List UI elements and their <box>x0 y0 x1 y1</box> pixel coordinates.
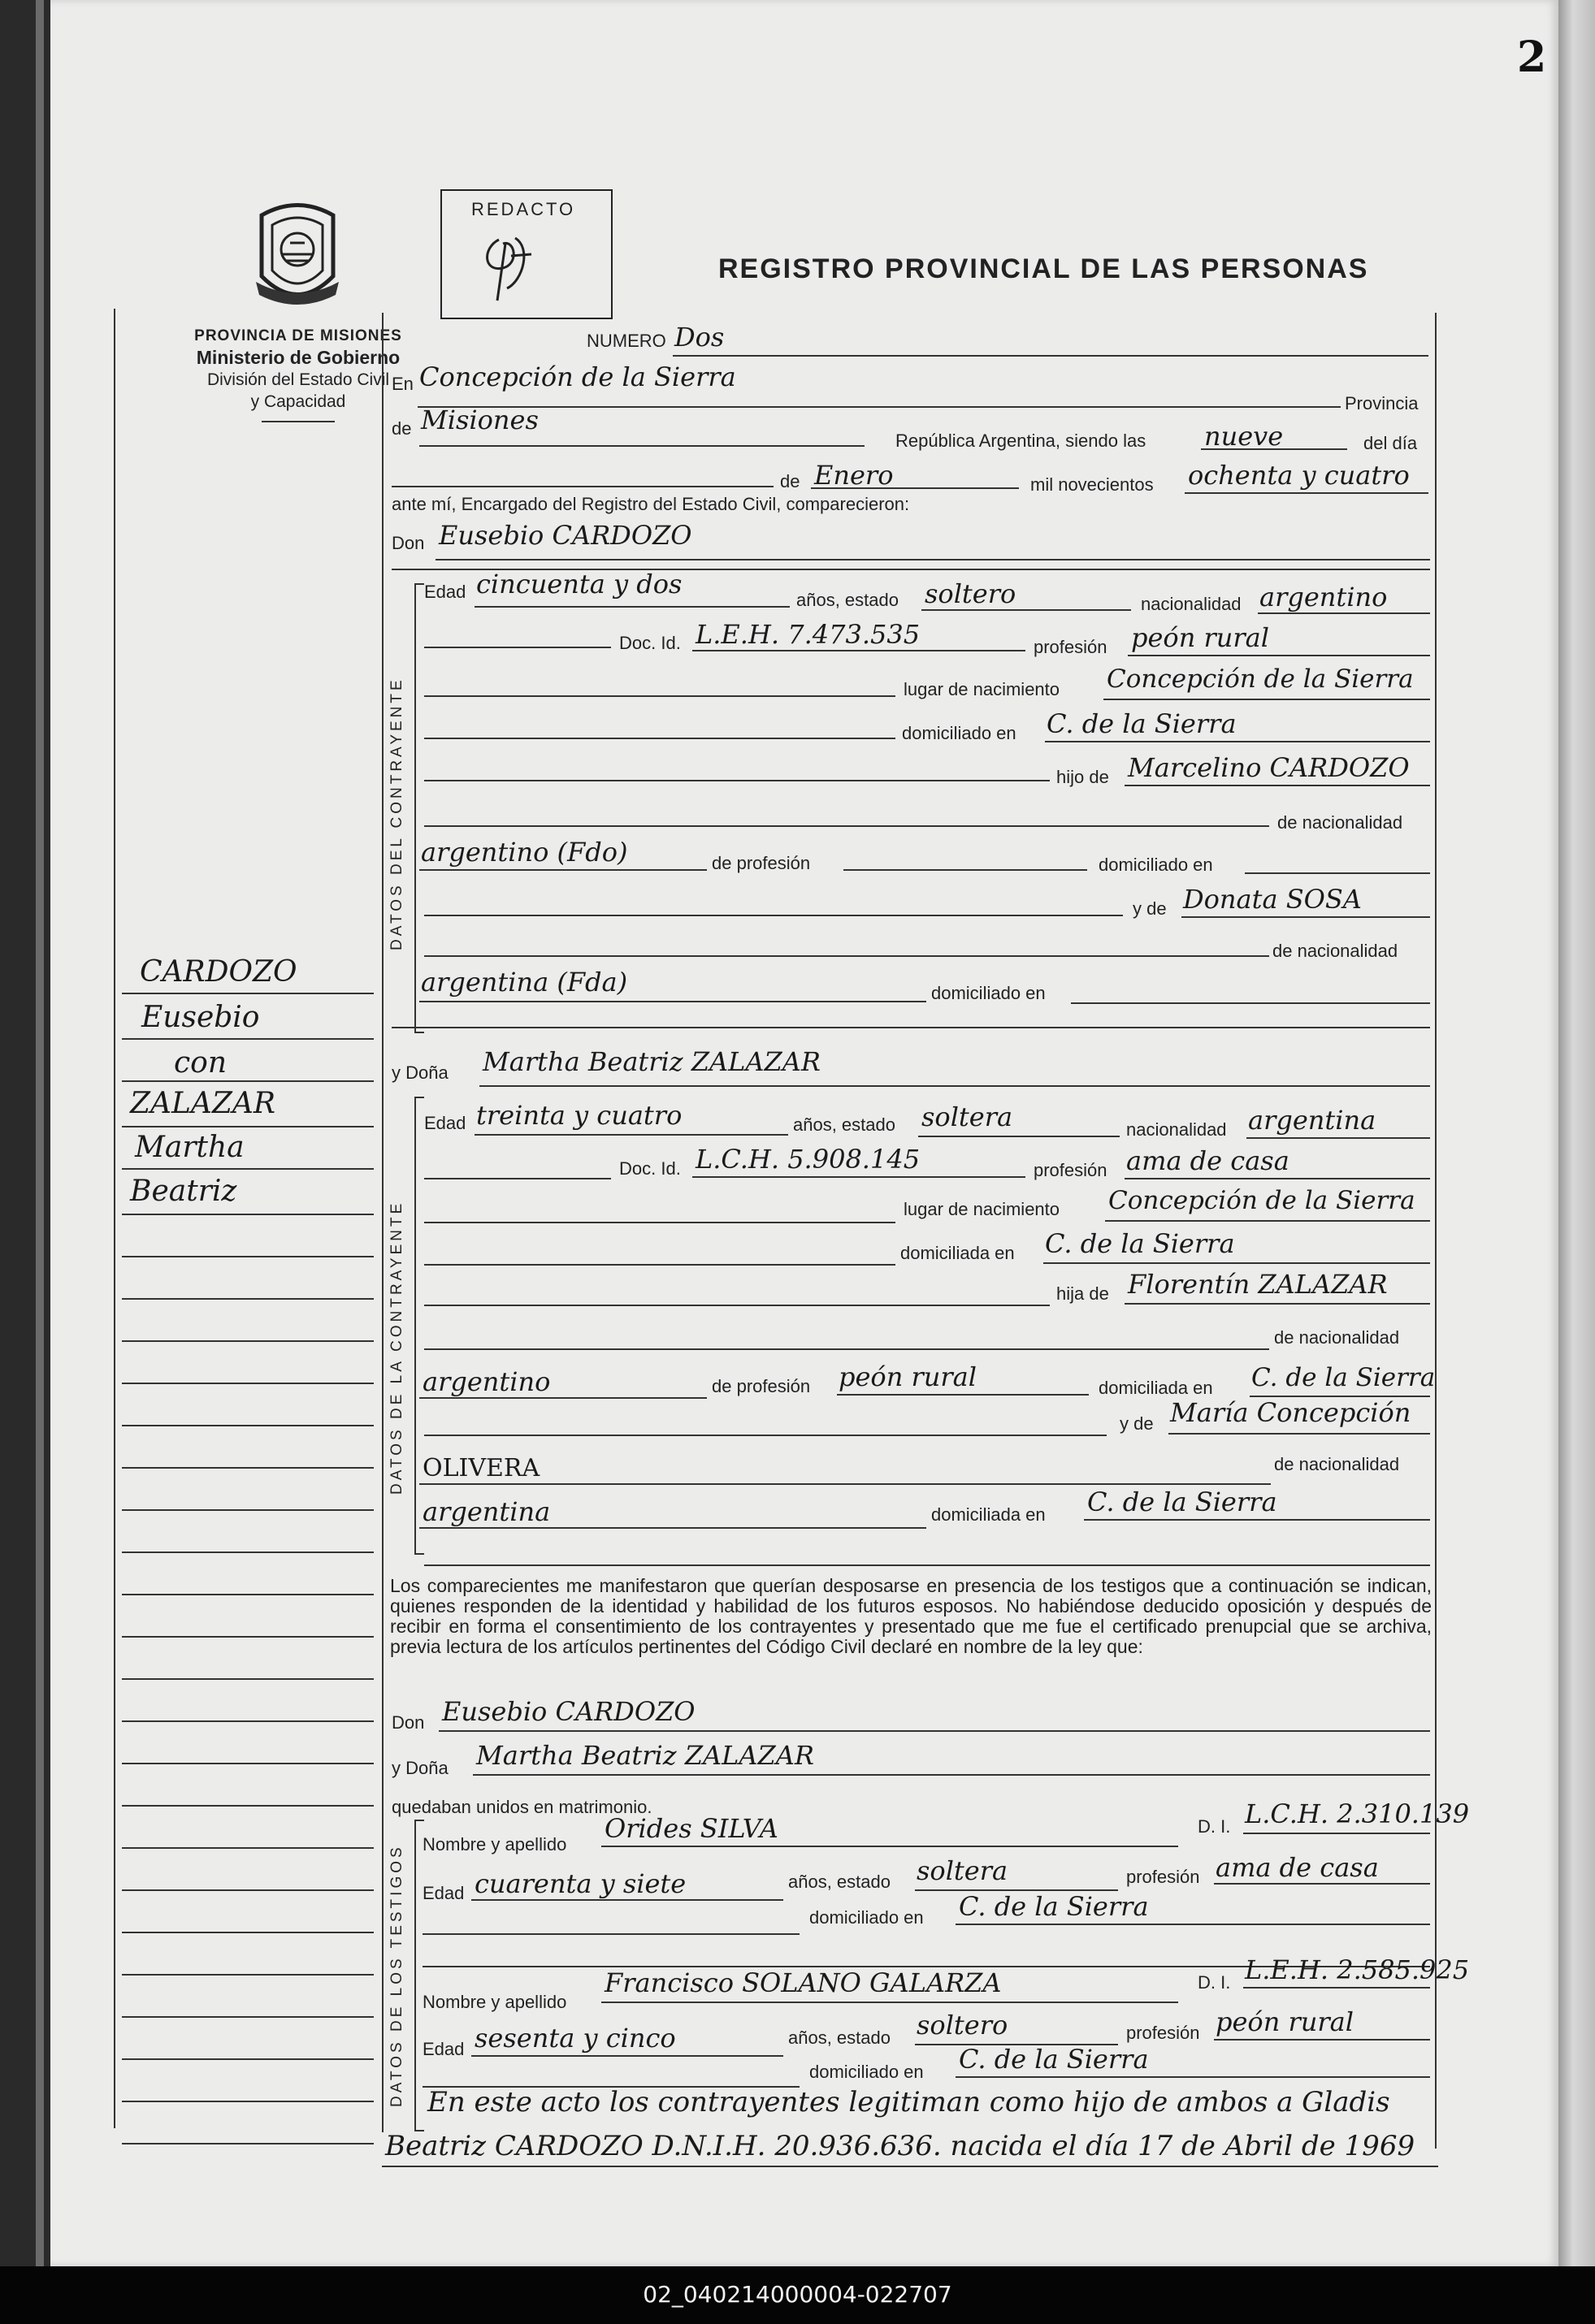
rule <box>424 825 1269 827</box>
nacionalidad-label-2: nacionalidad <box>1126 1119 1227 1140</box>
t2-dom-label: domiciliado en <box>809 2062 924 2082</box>
rule <box>423 1933 800 1935</box>
rule <box>122 1080 374 1082</box>
province-name: PROVINCIA DE MISIONES <box>194 327 402 344</box>
contrayenta-edad: treinta y cuatro <box>476 1100 683 1131</box>
t2-di-value: L.E.H. 2.585.925 <box>1245 1954 1470 1985</box>
contrayente-padre: Marcelino CARDOZO <box>1128 752 1410 783</box>
anio-value: ochenta y cuatro <box>1188 460 1410 491</box>
rule <box>601 2002 1178 2003</box>
rule <box>122 1594 374 1595</box>
t2-dom-value: C. de la Sierra <box>959 2044 1149 2075</box>
declaration-text: Los comparecientes me manifestaron que querían desposarse en presencia de los testigos que a continuación se indican, quienes responden de la identidad y habilidad de los futuros esposos. No habiéndose deducido oposición y después de recibir en forma el consentimiento de los contrayentes y presentado que me fue el certificado prenupcial que se archiva, previa lectura de los artículos pertinentes del Código Civil declaré en nombre de la ley que: <box>390 1575 1432 1657</box>
t1-di-value: L.C.H. 2.310.139 <box>1245 1798 1470 1829</box>
rule <box>424 1348 1269 1350</box>
rule <box>1128 655 1430 656</box>
mes-value: Enero <box>814 460 894 491</box>
y-de-label: y de <box>1133 898 1167 919</box>
rule <box>918 1136 1120 1137</box>
rule <box>122 2143 374 2144</box>
rule <box>471 2055 783 2057</box>
contrayente-edad: cincuenta y dos <box>476 569 683 599</box>
rule <box>122 1214 374 1215</box>
contrayenta-section-label: DATOS DE LA CONTRAYENTE <box>388 1200 405 1495</box>
rule <box>382 2166 1438 2167</box>
contrayenta-padre-profesion: peón rural <box>839 1361 977 1392</box>
redacto-box <box>440 189 613 319</box>
rule <box>1125 785 1430 786</box>
de-nac2-label-2: de nacionalidad <box>1274 1454 1400 1474</box>
rule <box>673 355 1428 357</box>
edad-label-2: Edad <box>424 1113 466 1133</box>
t1-nombre-value: Orides SILVA <box>605 1813 778 1844</box>
rule <box>1243 1987 1430 1989</box>
edad-label: Edad <box>424 582 466 602</box>
contrayente-bracket <box>414 583 424 1033</box>
rule <box>424 1305 1050 1306</box>
rule <box>419 1397 707 1399</box>
rule <box>122 1467 374 1469</box>
rule <box>471 1899 783 1901</box>
rule <box>1201 448 1347 450</box>
t1-edad-label: Edad <box>423 1883 465 1903</box>
rule <box>843 869 1087 871</box>
rule <box>473 1774 1430 1776</box>
t1-dom-value: C. de la Sierra <box>959 1891 1149 1922</box>
rule <box>601 1846 1178 1847</box>
rule <box>419 445 865 447</box>
doc-label: Doc. Id. <box>619 633 681 653</box>
rule <box>1245 872 1430 874</box>
union-dona-value: Martha Beatriz ZALAZAR <box>476 1740 814 1771</box>
contrayente-profesion: peón rural <box>1131 622 1269 653</box>
contrayenta-lugar-nac: Concepción de la Sierra <box>1108 1186 1415 1215</box>
contrayenta-padre-domicilio: C. de la Sierra <box>1251 1363 1436 1392</box>
union-dona-label: y Doña <box>392 1758 449 1778</box>
rule <box>692 650 1025 651</box>
doc-label-2: Doc. Id. <box>619 1158 681 1179</box>
t1-profesion-value: ama de casa <box>1216 1852 1379 1883</box>
rule <box>122 993 374 994</box>
contrayente-estado: soltero <box>925 578 1016 609</box>
t2-estado-value: soltero <box>917 2010 1008 2041</box>
de-mes-label: de <box>780 471 800 491</box>
rule <box>418 406 1341 408</box>
rule <box>479 1085 1430 1087</box>
rule <box>1103 699 1430 700</box>
domiciliada-label: domiciliada en <box>900 1243 1015 1263</box>
rule <box>475 1134 788 1136</box>
page-edge <box>1558 0 1595 2266</box>
rule <box>122 1763 374 1764</box>
t2-edad-label: Edad <box>423 2039 465 2059</box>
rule <box>419 869 707 871</box>
republica-label: República Argentina, siendo las <box>895 431 1146 451</box>
rule <box>424 955 1269 957</box>
rule <box>122 1636 374 1638</box>
contrayente-nacionalidad: argentino <box>1259 582 1388 612</box>
de-profesion-label-2: de profesión <box>712 1376 811 1396</box>
rule <box>122 2101 374 2102</box>
division-name: División del Estado Civil <box>206 370 390 389</box>
quedaban-text: quedaban unidos en matrimonio. <box>392 1797 652 1817</box>
rule <box>392 1027 1430 1028</box>
rule <box>1181 916 1430 918</box>
rule <box>921 609 1131 611</box>
rule <box>1214 2039 1430 2041</box>
rule <box>122 1974 374 1976</box>
provincial-seal-icon <box>249 199 345 313</box>
testigos-section-label: DATOS DE LOS TESTIGOS <box>388 1844 405 2107</box>
nacionalidad-label: nacionalidad <box>1141 594 1242 614</box>
de-nac-label-2: de nacionalidad <box>1274 1327 1400 1348</box>
contrayente-nombre: Eusebio CARDOZO <box>439 520 692 551</box>
contrayenta-doc: L.C.H. 5.908.145 <box>696 1144 921 1175</box>
frame-right-rule <box>1435 313 1437 2149</box>
hijo-label: hijo de <box>1056 767 1109 787</box>
rule <box>1043 1262 1430 1264</box>
rule <box>692 1176 1025 1178</box>
divider <box>262 421 335 422</box>
rule <box>424 915 1123 916</box>
rule <box>122 1126 374 1127</box>
rule <box>1258 612 1430 614</box>
margin-line-3: con <box>174 1046 228 1080</box>
t2-anios-label: años, estado <box>788 2028 891 2048</box>
t1-di-label: D. I. <box>1198 1816 1231 1837</box>
de-nac-label: de nacionalidad <box>1277 812 1403 833</box>
contrayente-padre-nacionalidad: argentino (Fdo) <box>421 837 628 868</box>
contrayenta-madre-apellido: OLIVERA <box>423 1454 540 1482</box>
profesion-label-2: profesión <box>1034 1160 1107 1180</box>
contrayente-section-label: DATOS DEL CONTRAYENTE <box>388 677 405 950</box>
rule <box>419 1527 926 1529</box>
rule <box>122 1340 374 1342</box>
contrayenta-nacionalidad: argentina <box>1248 1105 1376 1136</box>
rule <box>1105 1220 1430 1222</box>
anios-label-2: años, estado <box>793 1114 895 1135</box>
rule <box>122 1168 374 1170</box>
rule <box>122 1551 374 1553</box>
rule <box>424 1435 1107 1436</box>
anios-label: años, estado <box>796 590 899 610</box>
rule <box>436 559 1430 560</box>
mil-label: mil novecientos <box>1030 474 1154 495</box>
margin-line-6: Beatriz <box>130 1175 237 1208</box>
rule <box>1125 1178 1430 1179</box>
hija-label: hija de <box>1056 1283 1109 1304</box>
rule <box>424 738 895 739</box>
dom-en2-label-2: domiciliada en <box>931 1504 1046 1525</box>
rule <box>956 1924 1430 1925</box>
rule <box>1045 741 1430 742</box>
contrayenta-estado: soltera <box>921 1101 1013 1132</box>
ministry-name: Ministerio de Gobierno <box>196 347 401 368</box>
t2-edad-value: sesenta y cinco <box>475 2023 676 2054</box>
rule <box>424 780 1050 781</box>
rule <box>122 1038 374 1040</box>
del-dia-label: del día <box>1363 433 1418 453</box>
rule <box>424 1564 1430 1566</box>
contrayenta-bracket <box>414 1097 424 1555</box>
dom-en-label: domiciliado en <box>1099 855 1213 875</box>
division-name-2: y Capacidad <box>250 392 346 411</box>
provincia-value: Misiones <box>421 405 539 435</box>
numero-label: NUMERO <box>587 331 666 351</box>
rule <box>122 1847 374 1849</box>
lugar-nac-label: lugar de nacimiento <box>904 679 1060 699</box>
rule <box>1246 1137 1430 1139</box>
contrayenta-padre-nacionalidad: argentino <box>423 1366 551 1397</box>
margin-line-2: Eusebio <box>141 1001 260 1034</box>
rule <box>122 1678 374 1680</box>
provincia-label: Provincia <box>1345 393 1419 413</box>
book-binding <box>0 0 50 2324</box>
contrayenta-domicilio: C. de la Sierra <box>1045 1228 1235 1259</box>
contrayenta-profesion: ama de casa <box>1126 1145 1289 1176</box>
lugar-acta-value: Concepción de la Sierra <box>419 361 736 392</box>
rule <box>424 1264 895 1266</box>
rule <box>1214 1883 1430 1885</box>
dom-en2-label: domiciliado en <box>931 983 1046 1003</box>
rule <box>122 1932 374 1933</box>
rule <box>122 1509 374 1511</box>
contrayente-madre: Donata SOSA <box>1183 884 1362 915</box>
rule <box>424 647 611 648</box>
legitimation-note-2: Beatriz CARDOZO D.N.I.H. 20.936.636. nacida el día 17 de Abril de 1969 <box>385 2130 1415 2162</box>
rule <box>122 2016 374 2018</box>
rule <box>122 2058 374 2060</box>
rule <box>1243 1833 1430 1834</box>
margin-line-4: ZALAZAR <box>130 1087 276 1120</box>
union-don-label: Don <box>392 1712 425 1733</box>
en-label: En <box>392 374 414 394</box>
profesion-label: profesión <box>1034 637 1107 657</box>
t2-di-label: D. I. <box>1198 1972 1231 1993</box>
t2-profesion-label: profesión <box>1126 2023 1200 2043</box>
y-de-label-2: y de <box>1120 1413 1154 1434</box>
document-title: REGISTRO PROVINCIAL DE LAS PERSONAS <box>718 253 1369 284</box>
t1-estado-value: soltera <box>917 1855 1008 1886</box>
margin-rule <box>114 309 115 2128</box>
margin-line-5: Martha <box>135 1131 245 1164</box>
rule <box>956 2076 1430 2078</box>
hora-value: nueve <box>1204 421 1284 452</box>
contrayenta-nombre: Martha Beatriz ZALAZAR <box>483 1046 821 1077</box>
initials-signature-icon <box>475 223 548 305</box>
redacto-label: REDACTO <box>471 199 576 219</box>
contrayente-lugar-nac: Concepción de la Sierra <box>1107 664 1414 694</box>
domiciliado-label: domiciliado en <box>902 723 1016 743</box>
ante-label: ante mí, Encargado del Registro del Estado Civil, comparecieron: <box>392 494 910 514</box>
t1-profesion-label: profesión <box>1126 1867 1200 1887</box>
t1-dom-label: domiciliado en <box>809 1907 924 1928</box>
rule <box>1071 1002 1430 1004</box>
rule <box>122 1256 374 1257</box>
union-don-value: Eusebio CARDOZO <box>442 1696 696 1727</box>
scan-file-caption: 02_040214000004-022707 <box>643 2281 952 2308</box>
numero-value: Dos <box>674 322 725 353</box>
de-nac2-label: de nacionalidad <box>1272 941 1398 961</box>
rule <box>122 1425 374 1426</box>
rule <box>1084 1519 1430 1521</box>
de-label: de <box>392 418 412 439</box>
rule <box>439 1730 1430 1732</box>
t2-nombre-label: Nombre y apellido <box>423 1992 567 2012</box>
rule <box>811 487 1019 489</box>
rule <box>392 486 774 487</box>
testigos-bracket <box>414 1820 424 2131</box>
t1-edad-value: cuarenta y siete <box>475 1868 687 1899</box>
rule <box>419 1001 926 1002</box>
rule <box>1185 492 1428 494</box>
rule <box>475 606 790 608</box>
rule <box>419 1483 1271 1485</box>
don-label: Don <box>392 533 425 553</box>
contrayente-madre-nacionalidad: argentina (Fda) <box>421 967 628 998</box>
page-number: 2 <box>1517 32 1547 82</box>
lugar-nac-label-2: lugar de nacimiento <box>904 1199 1060 1219</box>
rule <box>424 1222 895 1223</box>
t1-anios-label: años, estado <box>788 1872 891 1892</box>
rule <box>837 1394 1089 1396</box>
contrayente-doc: L.E.H. 7.473.535 <box>696 619 921 650</box>
contrayenta-padre: Florentín ZALAZAR <box>1128 1269 1388 1300</box>
contrayenta-madre-domicilio: C. de la Sierra <box>1087 1487 1277 1517</box>
legitimation-note-1: En este acto los contrayentes legitiman como hijo de ambos a Gladis <box>427 2086 1390 2118</box>
t2-nombre-value: Francisco SOLANO GALARZA <box>605 1967 1002 1998</box>
contrayenta-madre: María Concepción <box>1170 1397 1411 1428</box>
dom-en-label-2: domiciliada en <box>1099 1378 1213 1398</box>
rule <box>122 1720 374 1722</box>
rule <box>1125 1303 1430 1305</box>
rule <box>122 1805 374 1807</box>
contrayenta-madre-nacionalidad: argentina <box>423 1496 551 1527</box>
de-profesion-label: de profesión <box>712 853 811 873</box>
t2-profesion-value: peón rural <box>1216 2006 1354 2037</box>
rule <box>424 1178 611 1179</box>
rule <box>1168 1433 1430 1435</box>
contrayente-domicilio: C. de la Sierra <box>1047 708 1237 739</box>
rule <box>424 695 895 697</box>
rule <box>122 1298 374 1300</box>
t1-nombre-label: Nombre y apellido <box>423 1834 567 1854</box>
rule <box>122 1383 374 1384</box>
rule <box>122 1889 374 1891</box>
dona-label: y Doña <box>392 1062 449 1083</box>
margin-line-1: CARDOZO <box>140 955 297 989</box>
